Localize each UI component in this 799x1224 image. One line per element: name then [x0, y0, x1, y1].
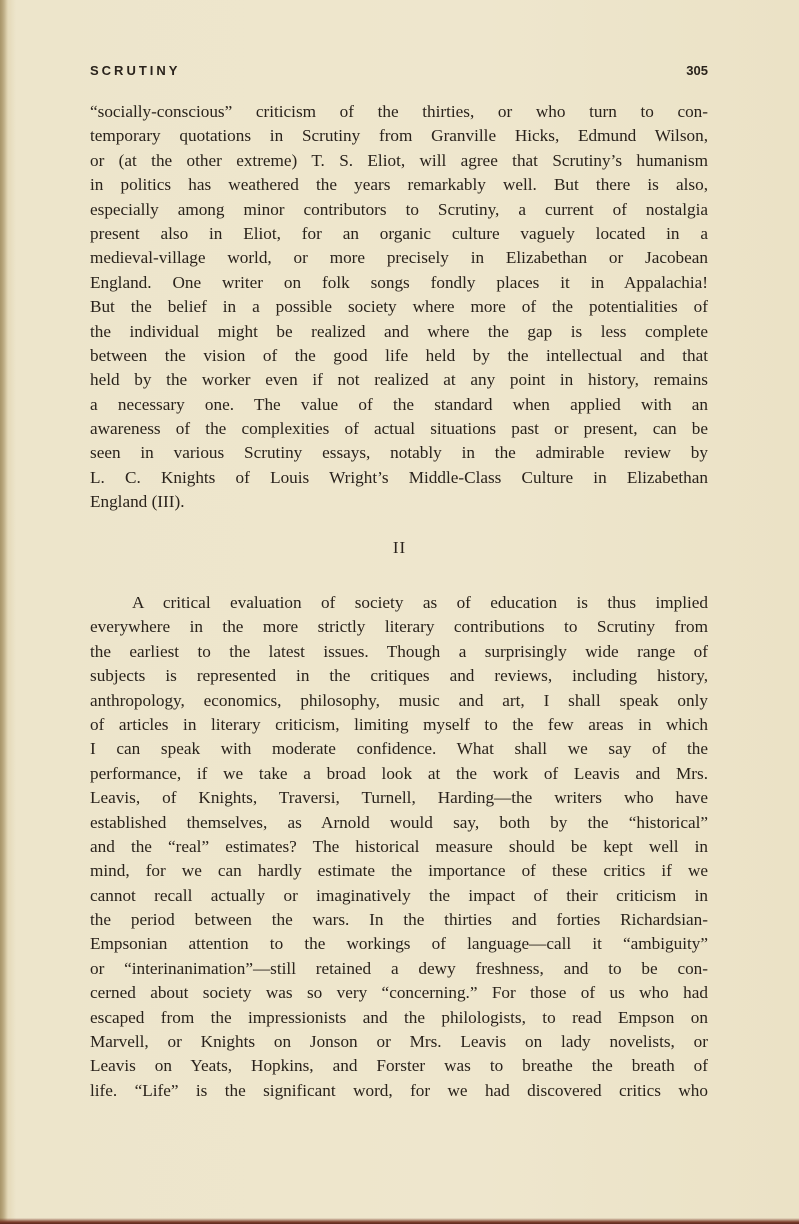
text-line: between the vision of the good life held by the intellectual and that	[90, 345, 708, 365]
text-line: “socially-conscious” criticism of the thirties, or who turn to con-	[90, 102, 708, 121]
text-line: of articles in literary criticism, limiting myself to the few areas in which	[90, 714, 708, 734]
text-line: cannot recall actually or imaginatively the impact of their criticism in	[90, 885, 708, 905]
running-title: SCRUTINY	[90, 63, 181, 78]
paragraph-section-1	[90, 100, 708, 515]
text-line: medieval-village world, or more precisely in Elizabethan or Jacobean	[90, 248, 708, 268]
text-line: But the belief in a possible society where more of the potentialities of	[90, 297, 708, 317]
text-line: the earliest to the latest issues. Though a surprisingly wide range of	[90, 641, 708, 661]
text-line: in politics has weathered the years remarkably well. But there is also,	[90, 175, 708, 195]
text-line: cerned about society was so very “concerning.” For those of us who had	[90, 983, 708, 1003]
text-line: anthropology, economics, philosophy, music and art, I shall speak only	[90, 690, 708, 710]
page-number: 305	[686, 63, 708, 78]
text-line: or (at the other extreme) T. S. Eliot, will agree that Scrutiny’s humanism	[90, 150, 708, 170]
text-line: life. “Life” is the significant word, for we had discovered critics who	[90, 1080, 708, 1100]
text-line: held by the worker even if not realized at any point in history, remains	[90, 370, 708, 390]
text-line: mind, for we can hardly estimate the importance of these critics if we	[90, 861, 708, 881]
text-line: a necessary one. The value of the standard when applied with an	[90, 394, 708, 414]
text-line: England (III).	[90, 492, 185, 512]
text-line: performance, if we take a broad look at the work of Leavis and Mrs.	[90, 763, 708, 783]
text-line: Empsonian attention to the workings of language—call it “ambiguity”	[90, 934, 708, 954]
text-line: the period between the wars. In the thirties and forties Richardsian-	[90, 910, 708, 930]
text-line: established themselves, as Arnold would say, both by the “historical”	[90, 812, 708, 832]
text-line: subjects is represented in the critiques and reviews, including history,	[90, 666, 708, 686]
text-line: L. C. Knights of Louis Wright’s Middle-Class Culture in Elizabethan	[90, 467, 708, 487]
text-line: awareness of the complexities of actual situations past or present, can be	[90, 419, 708, 439]
text-line: the individual might be realized and where the gap is less complete	[90, 321, 708, 341]
text-line: and the “real” estimates? The historical measure should be kept well in	[90, 836, 708, 856]
spine-shadow	[0, 0, 8, 1224]
text-line: or “interinanimation”—still retained a dewy freshness, and to be con-	[90, 958, 708, 978]
text-line: present also in Eliot, for an organic culture vaguely located in a	[90, 223, 708, 243]
text-line: A critical evaluation of society as of education is thus implied	[132, 593, 708, 612]
text-line: England. One writer on folk songs fondly places it in Appalachia!	[90, 272, 708, 292]
text-line: Marvell, or Knights on Jonson or Mrs. Leavis on lady novelists, or	[90, 1032, 708, 1052]
running-head	[90, 63, 708, 83]
text-line: everywhere in the more strictly literary contributions to Scrutiny from	[90, 617, 708, 637]
text-line: I can speak with moderate confidence. What shall we say of the	[90, 739, 708, 759]
section-number: II	[392, 538, 407, 557]
text-line: Leavis on Yeats, Hopkins, and Forster was to breathe the breath of	[90, 1056, 708, 1076]
text-line: escaped from the impressionists and the philologists, to read Empson on	[90, 1007, 708, 1027]
text-line: seen in various Scrutiny essays, notably in the admirable review by	[90, 443, 708, 463]
text-line: especially among minor contributors to Scrutiny, a current of nostalgia	[90, 199, 708, 219]
page-bottom-edge	[0, 1218, 799, 1224]
paragraph-section-2	[90, 591, 708, 1103]
text-line: temporary quotations in Scrutiny from Granville Hicks, Edmund Wilson,	[90, 126, 708, 146]
text-line: Leavis, of Knights, Traversi, Turnell, Harding—the writers who have	[90, 788, 708, 808]
